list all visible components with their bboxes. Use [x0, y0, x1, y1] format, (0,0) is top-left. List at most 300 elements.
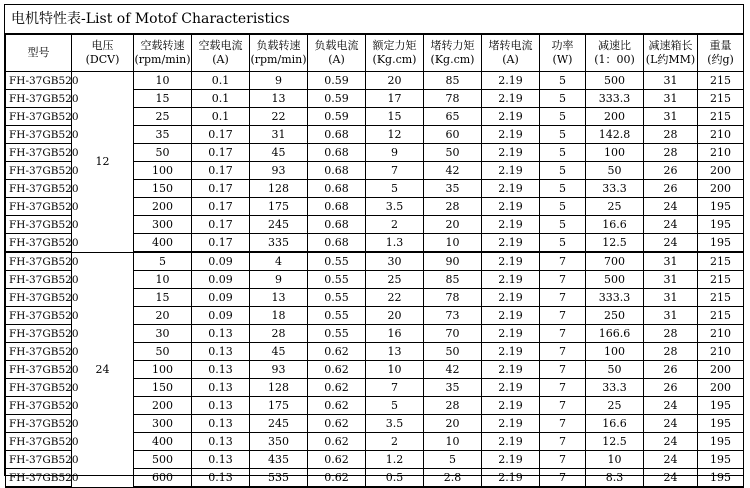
table-cell: 200: [134, 198, 192, 216]
table-cell: 9: [250, 271, 308, 289]
table-cell: 2.19: [482, 108, 540, 126]
table-cell: 28: [424, 198, 482, 216]
table-cell: 142.8: [586, 126, 644, 144]
table-cell: 300: [134, 415, 192, 433]
table-cell: 15: [134, 289, 192, 307]
table-cell: 85: [424, 271, 482, 289]
table-cell: 175: [250, 198, 308, 216]
table-cell: 31: [644, 90, 698, 108]
table-cell: 45: [250, 343, 308, 361]
table-cell: 195: [698, 397, 744, 415]
table-cell: 50: [586, 162, 644, 180]
table-cell: 13: [250, 90, 308, 108]
table-cell: 2.19: [482, 180, 540, 198]
table-cell: 2.19: [482, 234, 540, 253]
table-body: [6, 72, 744, 488]
table-cell: 7: [540, 415, 586, 433]
table-cell: 2.19: [482, 126, 540, 144]
table-cell: 0.68: [308, 144, 366, 162]
model-cell: FH-37GB520: [6, 162, 72, 180]
table-cell: 12.5: [586, 234, 644, 253]
table-cell: 7: [540, 397, 586, 415]
table-cell: 16.6: [586, 415, 644, 433]
table-cell: 0.68: [308, 180, 366, 198]
column-header: [540, 35, 586, 72]
table-cell: 0.17: [192, 216, 250, 234]
table-cell: 28: [644, 144, 698, 162]
column-header-label: 空载电流: [198, 39, 243, 52]
table-cell: 245: [250, 216, 308, 234]
table-cell: 600: [134, 469, 192, 488]
table-cell: 93: [250, 361, 308, 379]
table-cell: 210: [698, 126, 744, 144]
table-cell: 50: [134, 144, 192, 162]
model-cell: FH-37GB520: [6, 469, 72, 488]
table-cell: 0.55: [308, 289, 366, 307]
column-header-label: 堵转电流: [488, 39, 533, 52]
table-cell: 100: [134, 162, 192, 180]
table-cell: 10: [134, 72, 192, 90]
column-header-unit: (rpm/min): [250, 53, 307, 66]
table-cell: 26: [644, 379, 698, 397]
table-cell: 5: [134, 252, 192, 271]
table-cell: 16: [366, 325, 424, 343]
characteristics-sheet: [4, 4, 744, 484]
table-cell: 215: [698, 271, 744, 289]
table-cell: 195: [698, 234, 744, 253]
table-cell: 100: [586, 144, 644, 162]
table-cell: 215: [698, 252, 744, 271]
column-header-label: 堵转力矩: [430, 39, 475, 52]
table-cell: 2.19: [482, 90, 540, 108]
table-cell: 700: [586, 252, 644, 271]
column-header-unit: (W): [552, 53, 573, 66]
table-cell: 166.6: [586, 325, 644, 343]
table-cell: 7: [366, 379, 424, 397]
table-cell: 0.13: [192, 325, 250, 343]
table-row: [6, 72, 744, 90]
table-cell: 200: [698, 361, 744, 379]
table-cell: 7: [540, 307, 586, 325]
table-cell: 7: [540, 325, 586, 343]
column-header-label: 电压: [91, 39, 114, 52]
table-cell: 2.19: [482, 289, 540, 307]
table-cell: 195: [698, 451, 744, 469]
table-cell: 15: [366, 108, 424, 126]
model-cell: FH-37GB520: [6, 325, 72, 343]
table-cell: 300: [134, 216, 192, 234]
model-cell: FH-37GB520: [6, 90, 72, 108]
table-cell: 93: [250, 162, 308, 180]
table-cell: 65: [424, 108, 482, 126]
table-cell: 5: [540, 234, 586, 253]
table-cell: 5: [424, 451, 482, 469]
table-cell: 200: [698, 379, 744, 397]
model-cell: FH-37GB520: [6, 397, 72, 415]
table-cell: 2: [366, 433, 424, 451]
table-cell: 4: [250, 252, 308, 271]
table-cell: 128: [250, 180, 308, 198]
table-cell: 70: [424, 325, 482, 343]
table-cell: 0.55: [308, 325, 366, 343]
table-cell: 0.13: [192, 469, 250, 488]
table-cell: 33.3: [586, 180, 644, 198]
table-cell: 16.6: [586, 216, 644, 234]
model-cell: FH-37GB520: [6, 108, 72, 126]
table-cell: 31: [644, 252, 698, 271]
table-cell: 24: [644, 234, 698, 253]
table-cell: 20: [424, 415, 482, 433]
column-header: [308, 35, 366, 72]
table-cell: 0.59: [308, 108, 366, 126]
table-cell: 5: [540, 126, 586, 144]
table-cell: 0.17: [192, 180, 250, 198]
table-cell: 2.8: [424, 469, 482, 488]
column-header-label: 重量: [709, 39, 732, 52]
table-cell: 10: [586, 451, 644, 469]
table-cell: 2.19: [482, 325, 540, 343]
table-cell: 33.3: [586, 379, 644, 397]
column-header: [72, 35, 134, 72]
table-cell: 200: [698, 180, 744, 198]
column-header: [644, 35, 698, 72]
table-cell: 0.09: [192, 289, 250, 307]
table-cell: 22: [366, 289, 424, 307]
table-cell: 195: [698, 198, 744, 216]
table-cell: 90: [424, 252, 482, 271]
table-cell: 8.3: [586, 469, 644, 488]
table-cell: 31: [644, 72, 698, 90]
table-cell: 0.62: [308, 469, 366, 488]
model-cell: FH-37GB520: [6, 451, 72, 469]
table-cell: 18: [250, 307, 308, 325]
table-cell: 7: [540, 379, 586, 397]
table-cell: 7: [540, 271, 586, 289]
table-cell: 1.2: [366, 451, 424, 469]
table-cell: 0.59: [308, 72, 366, 90]
column-header: [192, 35, 250, 72]
table-cell: 245: [250, 415, 308, 433]
table-cell: 400: [134, 234, 192, 253]
table-cell: 215: [698, 289, 744, 307]
table-cell: 2.19: [482, 415, 540, 433]
table-cell: 2.19: [482, 307, 540, 325]
table-cell: 0.62: [308, 415, 366, 433]
table-cell: 175: [250, 397, 308, 415]
table-cell: 7: [540, 361, 586, 379]
table-cell: 0.17: [192, 162, 250, 180]
model-cell: FH-37GB520: [6, 126, 72, 144]
table-cell: 2.19: [482, 469, 540, 488]
model-cell: FH-37GB520: [6, 379, 72, 397]
table-cell: 28: [250, 325, 308, 343]
table-cell: 0.13: [192, 397, 250, 415]
table-cell: 215: [698, 108, 744, 126]
table-cell: 0.13: [192, 451, 250, 469]
table-cell: 25: [366, 271, 424, 289]
table-cell: 2.19: [482, 72, 540, 90]
table-cell: 42: [424, 162, 482, 180]
table-cell: 0.1: [192, 72, 250, 90]
table-row: [6, 252, 744, 271]
table-cell: 5: [366, 397, 424, 415]
table-cell: 2.19: [482, 379, 540, 397]
table-cell: 0.13: [192, 361, 250, 379]
table-cell: 7: [540, 252, 586, 271]
table-cell: 5: [540, 180, 586, 198]
table-cell: 13: [250, 289, 308, 307]
table-cell: 10: [424, 234, 482, 253]
table-cell: 0.09: [192, 271, 250, 289]
column-header: [482, 35, 540, 72]
table-cell: 0.09: [192, 307, 250, 325]
table-cell: 333.3: [586, 90, 644, 108]
table-cell: 20: [366, 72, 424, 90]
table-cell: 28: [644, 126, 698, 144]
table-cell: 0.17: [192, 144, 250, 162]
table-cell: 24: [644, 415, 698, 433]
table-cell: 210: [698, 325, 744, 343]
table-cell: 100: [134, 361, 192, 379]
table-cell: 5: [540, 144, 586, 162]
table-cell: 25: [586, 198, 644, 216]
table-cell: 195: [698, 469, 744, 488]
table-cell: 5: [540, 162, 586, 180]
table-cell: 500: [586, 72, 644, 90]
table-cell: 24: [644, 216, 698, 234]
table-cell: 35: [424, 379, 482, 397]
table-cell: 26: [644, 361, 698, 379]
table-cell: 215: [698, 307, 744, 325]
characteristics-table: [5, 34, 744, 488]
column-header: [424, 35, 482, 72]
table-cell: 0.5: [366, 469, 424, 488]
table-cell: 50: [134, 343, 192, 361]
column-header-unit: (A): [328, 53, 345, 66]
page-title: 电机特性表-List of Motof Characteristics: [5, 5, 743, 34]
table-cell: 0.59: [308, 90, 366, 108]
table-cell: 5: [540, 216, 586, 234]
column-header-label: 负载电流: [314, 39, 359, 52]
table-cell: 2: [366, 216, 424, 234]
model-cell: FH-37GB520: [6, 216, 72, 234]
table-cell: 45: [250, 144, 308, 162]
table-cell: 0.17: [192, 126, 250, 144]
table-cell: 0.62: [308, 433, 366, 451]
column-header-unit: (约g): [707, 53, 734, 66]
table-cell: 350: [250, 433, 308, 451]
table-cell: 2.19: [482, 216, 540, 234]
table-cell: 2.19: [482, 397, 540, 415]
table-cell: 0.09: [192, 252, 250, 271]
voltage-cell: 24: [72, 252, 134, 487]
column-header-unit: (DCV): [85, 53, 120, 66]
table-cell: 28: [644, 325, 698, 343]
model-cell: FH-37GB520: [6, 433, 72, 451]
model-cell: FH-37GB520: [6, 72, 72, 90]
table-cell: 78: [424, 289, 482, 307]
table-cell: 335: [250, 234, 308, 253]
table-cell: 100: [586, 343, 644, 361]
table-cell: 0.68: [308, 216, 366, 234]
table-cell: 24: [644, 198, 698, 216]
table-cell: 200: [586, 108, 644, 126]
table-cell: 50: [424, 343, 482, 361]
table-cell: 0.17: [192, 198, 250, 216]
table-cell: 400: [134, 433, 192, 451]
table-cell: 13: [366, 343, 424, 361]
table-cell: 1.3: [366, 234, 424, 253]
table-cell: 5: [540, 198, 586, 216]
table-cell: 150: [134, 379, 192, 397]
table-cell: 31: [250, 126, 308, 144]
table-cell: 0.62: [308, 379, 366, 397]
table-cell: 78: [424, 90, 482, 108]
table-cell: 25: [586, 397, 644, 415]
table-cell: 0.68: [308, 162, 366, 180]
table-cell: 2.19: [482, 343, 540, 361]
table-cell: 435: [250, 451, 308, 469]
model-cell: FH-37GB520: [6, 307, 72, 325]
table-cell: 24: [644, 451, 698, 469]
column-header-unit: (A): [502, 53, 519, 66]
table-cell: 0.17: [192, 234, 250, 253]
table-cell: 0.1: [192, 108, 250, 126]
model-cell: FH-37GB520: [6, 271, 72, 289]
table-cell: 3.5: [366, 198, 424, 216]
table-cell: 50: [586, 361, 644, 379]
table-cell: 0.68: [308, 126, 366, 144]
table-cell: 73: [424, 307, 482, 325]
table-cell: 215: [698, 90, 744, 108]
column-header-label: 空载转速: [140, 39, 185, 52]
table-cell: 7: [366, 162, 424, 180]
table-cell: 200: [698, 162, 744, 180]
table-cell: 3.5: [366, 415, 424, 433]
table-cell: 24: [644, 433, 698, 451]
table-cell: 12: [366, 126, 424, 144]
table-cell: 31: [644, 289, 698, 307]
column-header-unit: (L约MM): [645, 53, 696, 66]
table-cell: 2.19: [482, 162, 540, 180]
table-cell: 42: [424, 361, 482, 379]
table-cell: 0.68: [308, 198, 366, 216]
table-cell: 2.19: [482, 451, 540, 469]
model-cell: FH-37GB520: [6, 343, 72, 361]
table-cell: 500: [134, 451, 192, 469]
table-cell: 20: [134, 307, 192, 325]
table-cell: 22: [250, 108, 308, 126]
table-cell: 20: [424, 216, 482, 234]
table-cell: 2.19: [482, 198, 540, 216]
table-cell: 50: [424, 144, 482, 162]
table-cell: 200: [134, 397, 192, 415]
table-cell: 7: [540, 343, 586, 361]
table-cell: 210: [698, 343, 744, 361]
table-cell: 28: [644, 343, 698, 361]
column-header: [586, 35, 644, 72]
table-cell: 31: [644, 307, 698, 325]
table-cell: 2.19: [482, 144, 540, 162]
table-cell: 30: [134, 325, 192, 343]
table-cell: 0.13: [192, 433, 250, 451]
column-header-label: 负载转速: [256, 39, 301, 52]
table-cell: 0.13: [192, 343, 250, 361]
table-cell: 2.19: [482, 361, 540, 379]
table-cell: 0.62: [308, 361, 366, 379]
model-cell: FH-37GB520: [6, 198, 72, 216]
table-cell: 128: [250, 379, 308, 397]
column-header-label: 减速箱长: [648, 39, 693, 52]
column-header: [6, 35, 72, 72]
table-cell: 7: [540, 469, 586, 488]
model-cell: FH-37GB520: [6, 252, 72, 271]
table-cell: 35: [134, 126, 192, 144]
column-header: [250, 35, 308, 72]
table-cell: 9: [366, 144, 424, 162]
table-cell: 195: [698, 433, 744, 451]
table-cell: 17: [366, 90, 424, 108]
table-cell: 24: [644, 469, 698, 488]
table-cell: 500: [586, 271, 644, 289]
table-cell: 28: [424, 397, 482, 415]
table-cell: 250: [586, 307, 644, 325]
column-header-unit: (A): [212, 53, 229, 66]
table-cell: 31: [644, 108, 698, 126]
column-header-unit: (rpm/min): [134, 53, 191, 66]
table-cell: 9: [250, 72, 308, 90]
table-cell: 0.13: [192, 415, 250, 433]
column-header-label: 功率: [551, 39, 574, 52]
table-cell: 210: [698, 144, 744, 162]
table-cell: 15: [134, 90, 192, 108]
column-header-unit: (1：00): [594, 53, 635, 66]
table-cell: 0.55: [308, 252, 366, 271]
table-cell: 535: [250, 469, 308, 488]
column-header-label: 额定力矩: [372, 39, 417, 52]
column-header-label: 减速比: [598, 39, 631, 52]
model-cell: FH-37GB520: [6, 361, 72, 379]
table-cell: 25: [134, 108, 192, 126]
model-cell: FH-37GB520: [6, 415, 72, 433]
model-cell: FH-37GB520: [6, 234, 72, 253]
table-cell: 35: [424, 180, 482, 198]
table-cell: 10: [366, 361, 424, 379]
table-cell: 0.62: [308, 343, 366, 361]
table-cell: 12.5: [586, 433, 644, 451]
column-header: [698, 35, 744, 72]
table-cell: 0.55: [308, 271, 366, 289]
table-cell: 5: [540, 72, 586, 90]
table-cell: 10: [424, 433, 482, 451]
table-cell: 60: [424, 126, 482, 144]
table-header-row: [6, 35, 744, 72]
table-cell: 7: [540, 451, 586, 469]
table-cell: 0.1: [192, 90, 250, 108]
table-cell: 150: [134, 180, 192, 198]
table-cell: 333.3: [586, 289, 644, 307]
table-cell: 0.62: [308, 451, 366, 469]
table-cell: 0.62: [308, 397, 366, 415]
table-cell: 26: [644, 162, 698, 180]
table-cell: 195: [698, 216, 744, 234]
table-cell: 24: [644, 397, 698, 415]
column-header: [366, 35, 424, 72]
table-cell: 5: [366, 180, 424, 198]
table-cell: 215: [698, 72, 744, 90]
table-cell: 5: [540, 108, 586, 126]
column-header-unit: (Kg.cm): [372, 53, 417, 66]
